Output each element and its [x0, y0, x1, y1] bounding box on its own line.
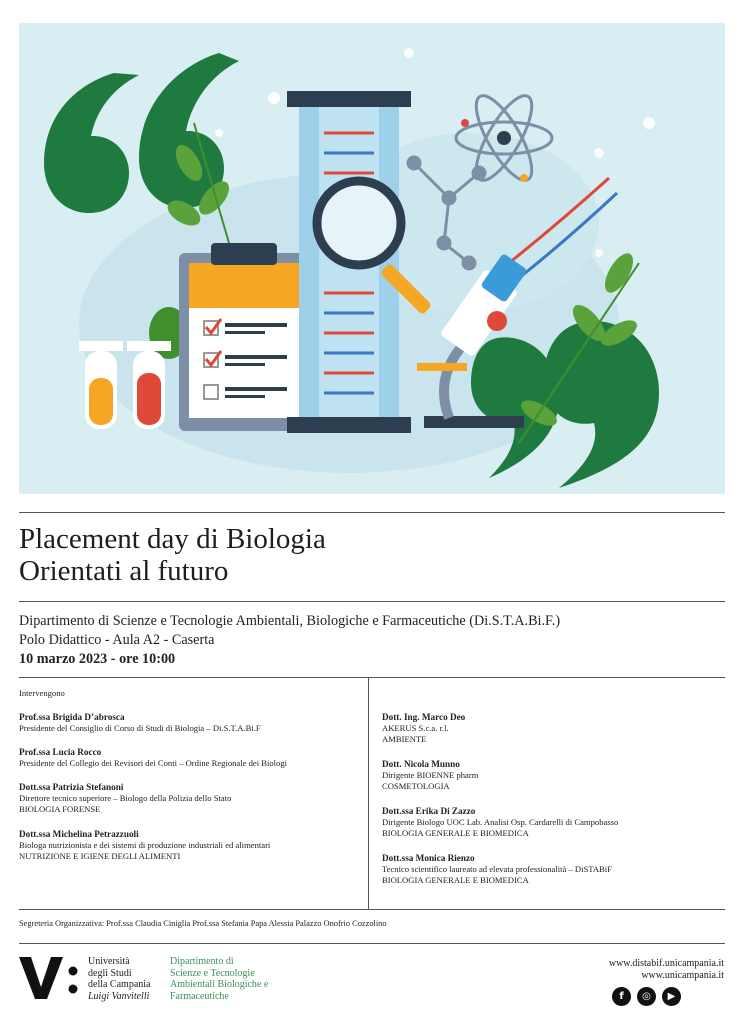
speaker-role: AKERUS S.c.a. r.l. [382, 723, 449, 733]
university-line: della Campania [88, 979, 151, 990]
event-date: 10 marzo 2023 - ore 10:00 [19, 651, 176, 667]
speaker-field: AMBIENTE [382, 734, 427, 744]
divider [19, 909, 725, 910]
speaker-role: Dirigente BIOENNE pharm [382, 770, 479, 780]
science-illustration [19, 23, 725, 494]
speaker-role: Presidente del Collegio dei Revisori dei Conti – Ordine Regionale dei Biologi [19, 758, 288, 768]
speaker-role: Presidente del Consiglio di Corso di Studi di Biologia – Di.S.T.A.Bi.F [19, 723, 261, 733]
department-name: Dipartimento di Scienze e Tecnologie Ambientali, Biologiche e Farmaceutiche (Di.S.T.A.Bi.F.) [19, 613, 561, 629]
university-line: degli Studi [88, 967, 132, 979]
speaker-name: Dott.ssa Erika Di Zazzo [382, 806, 476, 816]
clipboard-icon [179, 243, 309, 431]
speaker-field: COSMETOLOGIA [382, 781, 450, 791]
speaker-field: BIOLOGIA GENERALE E BIOMEDICA [382, 875, 529, 885]
venue: Polo Didattico - Aula A2 - Caserta [19, 632, 215, 648]
university-logo-icon [19, 957, 81, 999]
youtube-icon[interactable]: ▶ [662, 987, 681, 1006]
speaker-name: Prof.ssa Brigida D’abrosca [19, 712, 125, 722]
divider [19, 943, 725, 944]
speaker-item [19, 746, 287, 769]
speaker-name: Dott. Ing. Marco Deo [382, 712, 466, 722]
title-line-1: Placement day di Biologia [19, 523, 326, 555]
dept-logo-line: Ambientali Biologiche e [170, 979, 269, 990]
divider [19, 601, 725, 602]
title-line-2: Orientati al futuro [19, 555, 229, 587]
speaker-item [382, 758, 478, 792]
divider [19, 677, 725, 678]
speaker-item [19, 828, 270, 862]
speaker-name: Dott. Nicola Munno [382, 759, 460, 769]
dept-logo-line: Dipartimento di [170, 956, 234, 967]
speaker-item [382, 805, 618, 839]
university-line: Luigi Vanvitelli [88, 990, 150, 1002]
speaker-item [19, 781, 231, 815]
university-name [88, 956, 150, 1002]
speaker-field: BIOLOGIA FORENSE [19, 804, 101, 814]
speakers-label: Intervengono [19, 688, 65, 698]
divider [19, 512, 725, 513]
speaker-item [382, 711, 465, 745]
quote-close-icon [471, 321, 659, 488]
instagram-icon[interactable]: ◎ [637, 987, 656, 1006]
page-title [19, 523, 326, 587]
website-link[interactable]: www.unicampania.it [641, 970, 724, 981]
speaker-role: Biologa nutrizionista e dei sistemi di produzione industriali ed alimentari [19, 840, 271, 850]
website-links [609, 958, 724, 982]
social-icons [612, 987, 681, 1006]
organizing-secretary: Segreteria Organizzativa: Prof.ssa Claudia Ciniglia Prof.ssa Stefania Papa Alessia Palazzo Onofrio Cozzolino [19, 919, 387, 928]
university-line: Università [88, 956, 130, 967]
dept-logo-line: Farmaceutiche [170, 990, 229, 1002]
department-logo-text [170, 956, 268, 1002]
speaker-item [382, 852, 612, 886]
speaker-item [19, 711, 261, 734]
dept-logo-line: Scienze e Tecnologie [170, 967, 255, 979]
speaker-name: Dott.ssa Michelina Petrazzuoli [19, 829, 139, 839]
event-info [19, 612, 560, 669]
speaker-field: BIOLOGIA GENERALE E BIOMEDICA [382, 828, 529, 838]
hero-illustration [19, 23, 725, 494]
speaker-name: Prof.ssa Lucia Rocco [19, 747, 102, 757]
speaker-name: Dott.ssa Patrizia Stefanoni [19, 782, 124, 792]
column-divider [368, 678, 369, 909]
website-link[interactable]: www.distabif.unicampania.it [608, 958, 724, 969]
speaker-role: Tecnico scientifico laureato ad elevata professionalità – DiSTABiF [382, 864, 612, 874]
speaker-field: NUTRIZIONE E IGIENE DEGLI ALIMENTI [19, 851, 181, 861]
speaker-role: Dirigente Biologo UOC Lab. Analisi Osp. Cardarelli di Campobasso [382, 817, 619, 827]
facebook-icon[interactable]: f [612, 987, 631, 1006]
speaker-role: Direttore tecnico superiore – Biologo della Polizia dello Stato [19, 793, 232, 803]
speaker-name: Dott.ssa Monica Rienzo [382, 853, 475, 863]
